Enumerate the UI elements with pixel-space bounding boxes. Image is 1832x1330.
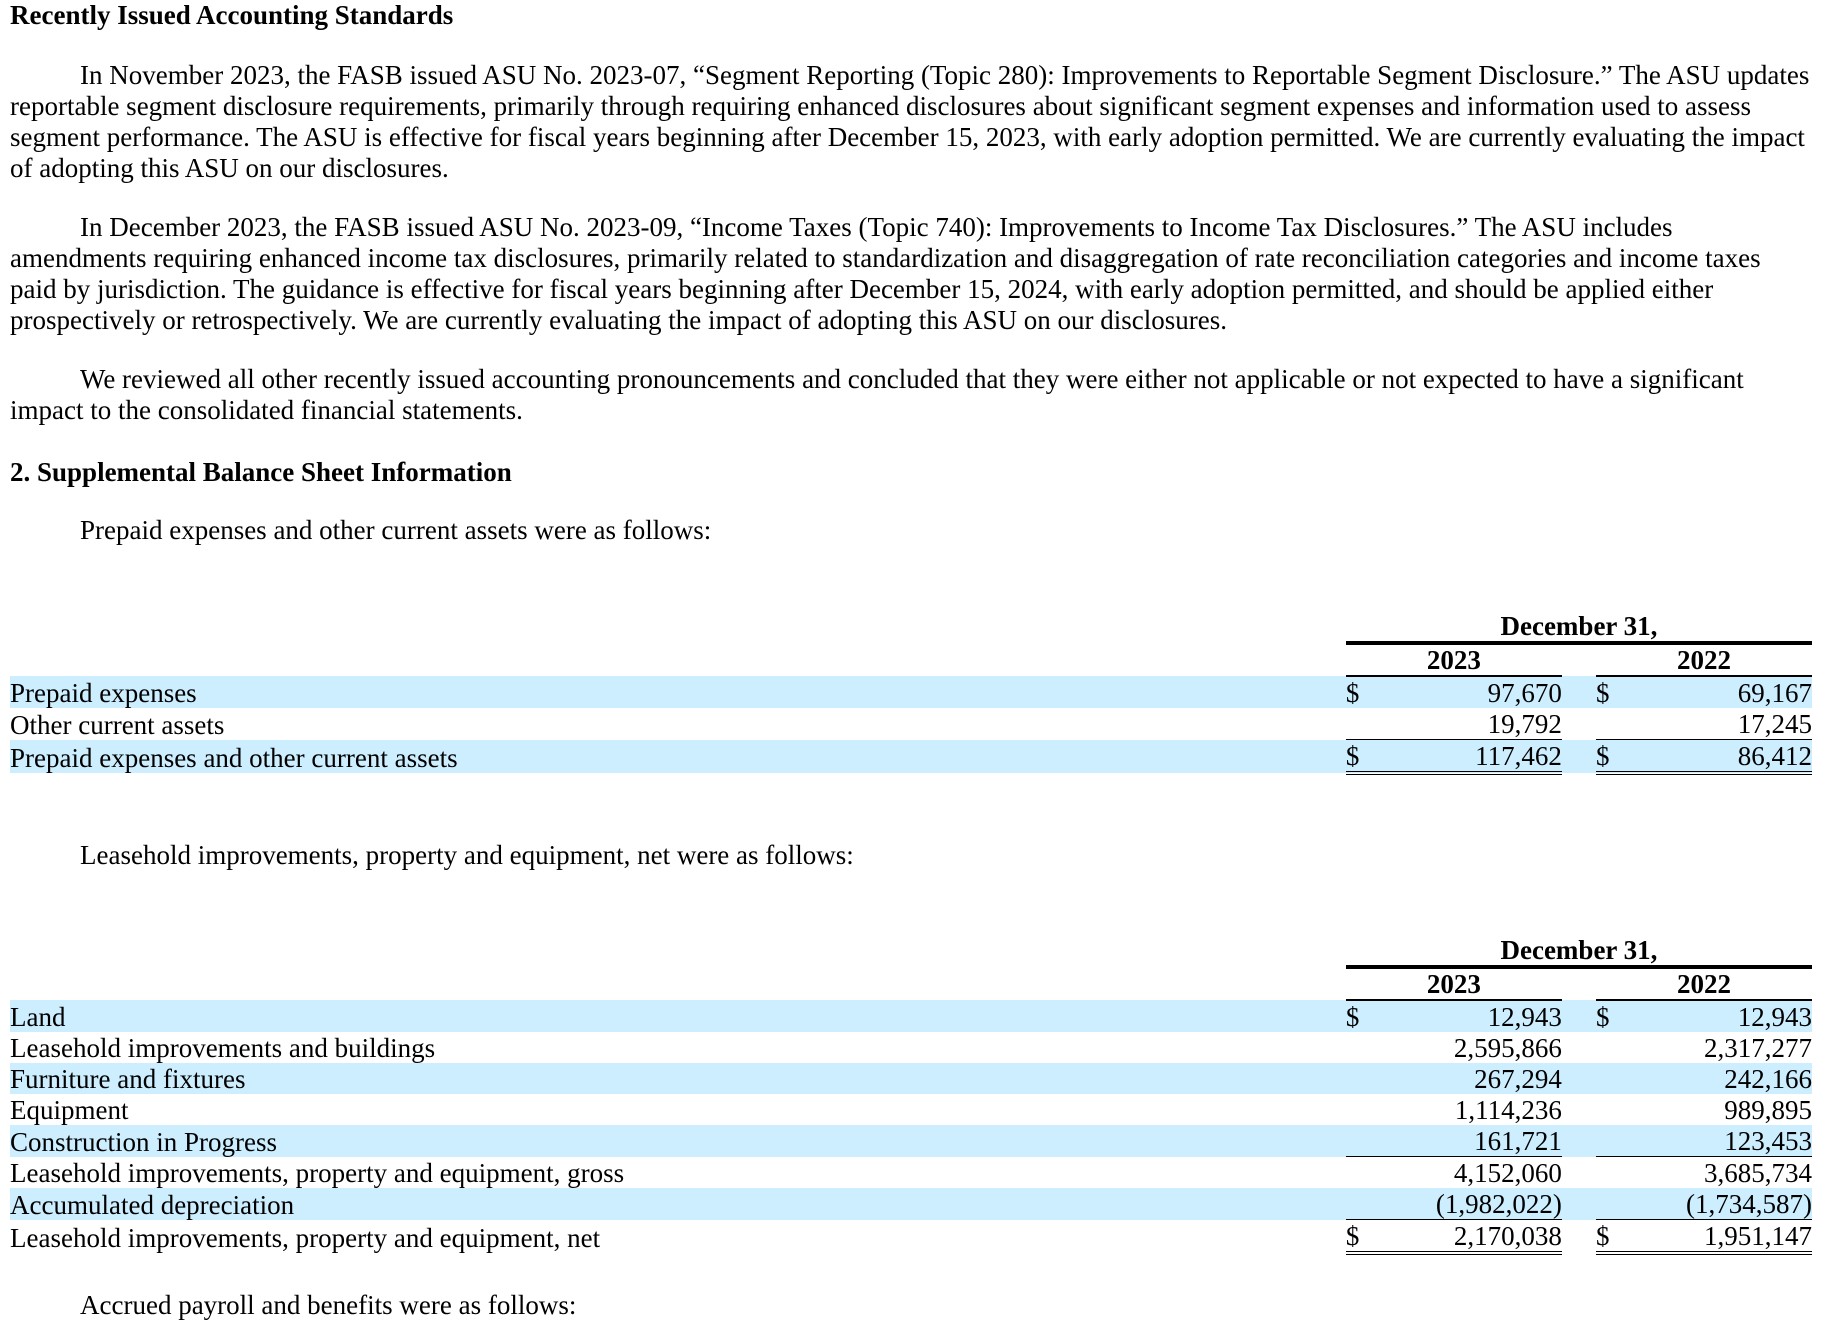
table-row (10, 1125, 1812, 1157)
value-2023: 2,595,866 (1453, 1033, 1562, 1063)
currency-symbol: $ (1346, 676, 1376, 708)
ppe-intro: Leasehold improvements, property and equipment, net were as follows: (80, 840, 854, 870)
value-2023: 4,152,060 (1453, 1158, 1562, 1188)
value-2023: 97,670 (1376, 676, 1562, 708)
value-2022: (1,734,587) (1626, 1188, 1812, 1220)
ppe-year-2022: 2022 (1677, 969, 1731, 999)
prepaid-header-period-row (10, 611, 1812, 643)
prepaid-period-header: December 31, (1346, 611, 1812, 643)
table-row (10, 1032, 1812, 1063)
currency-symbol: $ (1596, 1220, 1626, 1254)
row-label: Land (10, 1000, 1346, 1032)
currency-symbol: $ (1596, 740, 1626, 774)
table-row (10, 1000, 1812, 1032)
value-2022: 17,245 (1626, 708, 1812, 740)
table-row (10, 1188, 1812, 1220)
table-row (10, 1063, 1812, 1094)
value-2022: 12,943 (1626, 1000, 1812, 1032)
ppe-period-header: December 31, (1346, 935, 1812, 967)
prepaid-header-year-row (10, 643, 1812, 676)
value-2022: 69,167 (1626, 676, 1812, 708)
paragraph-other-pronouncements: We reviewed all other recently issued accounting pronouncements and concluded that they were either not applicable or not expected to have a significant impact to the consolidated financial statements. (10, 364, 1744, 425)
value-2023: 19,792 (1376, 708, 1562, 740)
value-2022: 3,685,734 (1704, 1158, 1812, 1188)
value-2023: (1,982,022) (1376, 1188, 1562, 1220)
value-2023: 2,170,038 (1376, 1220, 1562, 1254)
value-2022: 123,453 (1626, 1125, 1812, 1157)
section-heading-supplemental: 2. Supplemental Balance Sheet Information (10, 457, 512, 487)
value-2023: 117,462 (1376, 740, 1562, 774)
row-label: Prepaid expenses and other current assets (10, 740, 1346, 774)
table-row-subtotal (10, 1157, 1812, 1189)
row-label: Furniture and fixtures (10, 1063, 1346, 1094)
currency-symbol: $ (1346, 1000, 1376, 1032)
currency-symbol: $ (1596, 1000, 1626, 1032)
table-row-total (10, 740, 1812, 774)
value-2022: 989,895 (1724, 1095, 1812, 1125)
table-row (10, 708, 1812, 740)
prepaid-table (10, 611, 1812, 775)
prepaid-intro: Prepaid expenses and other current assets were as follows: (80, 515, 712, 545)
table-row (10, 676, 1812, 708)
paragraph-asu-2023-07: In November 2023, the FASB issued ASU No. 2023-07, “Segment Reporting (Topic 280): Improvements to Reportable Segment Disclosure.” The ASU updates reportable segment disclosure requirements, primarily through requiring enhanced disclosures about significant segment expenses and information used to assess segment performance. The ASU is effective for fiscal years beginning after December 15, 2023, with early adoption permitted. We are currently evaluating the impact of adopting this ASU on our disclosures. (10, 60, 1810, 183)
section-heading-standards: Recently Issued Accounting Standards (10, 0, 454, 30)
accrued-intro: Accrued payroll and benefits were as follows: (80, 1290, 577, 1320)
ppe-table (10, 935, 1812, 1255)
row-label: Leasehold improvements, property and equipment, net (10, 1223, 601, 1253)
row-label: Prepaid expenses (10, 676, 1346, 708)
currency-symbol: $ (1346, 740, 1376, 774)
ppe-header-year-row (10, 967, 1812, 1000)
ppe-year-2023: 2023 (1426, 969, 1481, 999)
value-2022: 242,166 (1626, 1063, 1812, 1094)
value-2023: 1,114,236 (1454, 1095, 1562, 1125)
row-label: Leasehold improvements, property and equipment, gross (10, 1158, 625, 1188)
row-label: Construction in Progress (10, 1125, 1346, 1157)
value-2023: 161,721 (1376, 1125, 1562, 1157)
currency-symbol: $ (1346, 1220, 1376, 1254)
row-label: Other current assets (10, 709, 225, 740)
value-2022: 86,412 (1626, 740, 1812, 774)
row-label: Accumulated depreciation (10, 1188, 1346, 1220)
value-2023: 267,294 (1376, 1063, 1562, 1094)
table-row-total (10, 1220, 1812, 1254)
paragraph-asu-2023-09: In December 2023, the FASB issued ASU No. 2023-09, “Income Taxes (Topic 740): Improvements to Income Tax Disclosures.” The ASU includes amendments requiring enhanced income tax disclosures, primarily related to standardization and disaggregation of rate reconciliation categories and income taxes paid by jurisdiction. The guidance is effective for fiscal years beginning after December 15, 2024, with early adoption permitted, and should be applied either prospectively or retrospectively. We are currently evaluating the impact of adopting this ASU on our disclosures. (10, 212, 1761, 335)
value-2022: 1,951,147 (1626, 1220, 1812, 1254)
prepaid-year-2022: 2022 (1677, 645, 1731, 675)
row-label: Leasehold improvements and buildings (10, 1033, 436, 1063)
table-row (10, 1094, 1812, 1125)
value-2023: 12,943 (1376, 1000, 1562, 1032)
ppe-header-period-row (10, 935, 1812, 967)
prepaid-year-2023: 2023 (1426, 645, 1481, 675)
row-label: Equipment (10, 1095, 129, 1125)
currency-symbol: $ (1596, 676, 1626, 708)
value-2022: 2,317,277 (1704, 1033, 1812, 1063)
